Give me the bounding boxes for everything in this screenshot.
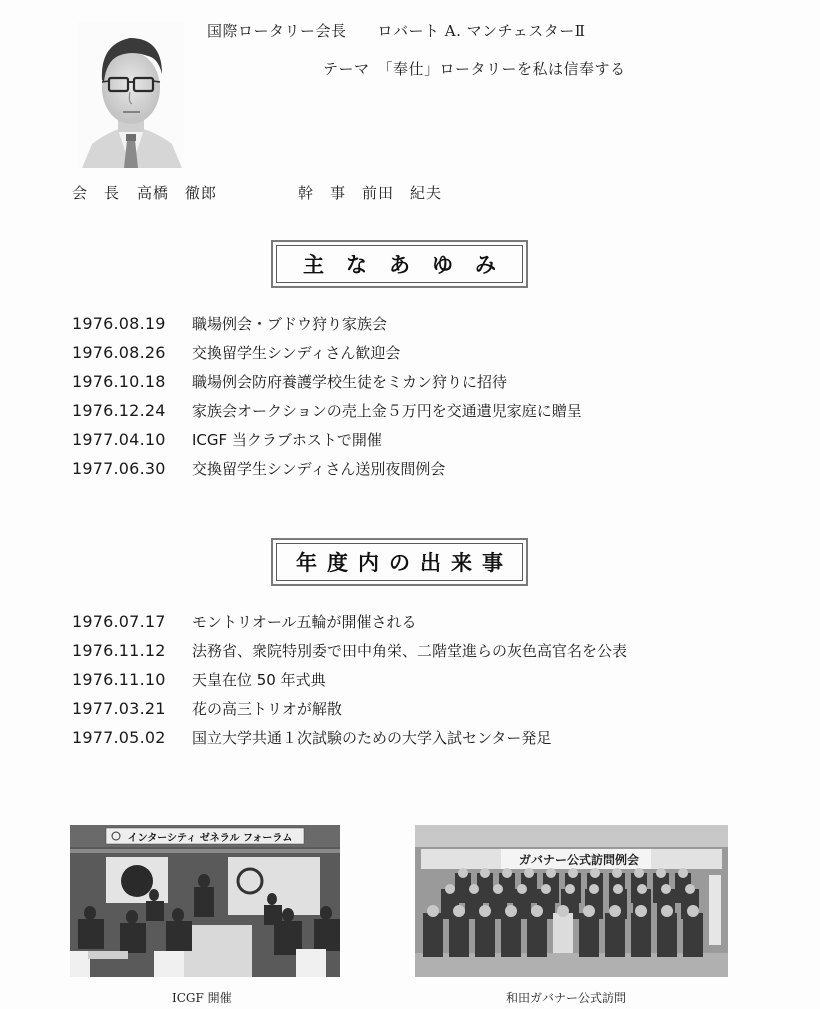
item-date: 1976.11.12: [72, 641, 166, 660]
list-item: [72, 454, 582, 483]
photo-governor-visit: [415, 825, 728, 977]
list-item: [72, 694, 627, 723]
section-title-history: 主なあゆみ: [276, 245, 523, 283]
item-text: 交換留学生シンディさん送別夜間例会: [192, 460, 446, 478]
section-title-box-events: [271, 538, 528, 586]
item-date: 1976.07.17: [72, 612, 166, 631]
item-text: 職場例会・ブドウ狩り家族会: [192, 315, 388, 333]
item-text: 職場例会防府養護学校生徒をミカン狩りに招待: [192, 373, 508, 391]
photo-caption-governor: 和田ガバナー公式訪問: [506, 991, 627, 1005]
ri-president-line: 国際ロータリー会長 ロバート A. マンチェスターⅡ: [207, 22, 586, 40]
item-date: 1976.08.26: [72, 343, 166, 362]
list-item: [72, 723, 627, 752]
president-portrait: [78, 22, 184, 168]
item-text: 天皇在位 50 年式典: [192, 671, 326, 689]
item-text: ICGF 当クラブホストで開催: [192, 431, 382, 449]
item-text: 交換留学生シンディさん歓迎会: [192, 344, 401, 362]
photo-banner-text: ガバナー公式訪問例会: [518, 853, 640, 867]
section-title-box-history: [271, 240, 528, 288]
list-item: [72, 636, 627, 665]
list-item: [72, 338, 582, 367]
photo-icgf: [70, 825, 340, 977]
events-list: [72, 607, 627, 752]
photo-caption-icgf: ICGF 開催: [172, 991, 232, 1005]
item-text: モントリオール五輪が開催される: [192, 613, 417, 631]
president-name: 高橋 徹郎: [137, 184, 218, 202]
list-item: [72, 396, 582, 425]
item-date: 1976.08.19: [72, 314, 166, 333]
section-title-events: 年度内の出来事: [276, 543, 523, 581]
list-item: [72, 425, 582, 454]
list-item: [72, 309, 582, 338]
photo-banner-text: インターシティ ゼネラル フォーラム: [127, 833, 293, 844]
secretary-label: 幹 事: [298, 184, 347, 202]
item-text: 法務省、衆院特別委で田中角栄、二階堂進らの灰色高官名を公表: [192, 642, 628, 660]
item-text: 国立大学共通１次試験のための大学入試センター発足: [192, 729, 552, 747]
president-label: 会 長: [72, 184, 121, 202]
list-item: [72, 367, 582, 396]
list-item: [72, 665, 627, 694]
item-date: 1976.11.10: [72, 670, 166, 689]
secretary-name: 前田 紀夫: [362, 184, 443, 202]
item-date: 1977.05.02: [72, 728, 166, 747]
item-text: 家族会オークションの売上金５万円を交通遺児家庭に贈呈: [192, 402, 582, 420]
item-date: 1977.03.21: [72, 699, 166, 718]
item-date: 1976.12.24: [72, 401, 166, 420]
list-item: [72, 607, 627, 636]
history-list: [72, 309, 582, 483]
item-date: 1977.06.30: [72, 459, 166, 478]
theme-line: テーマ 「奉仕」ロータリーを私は信奉する: [323, 60, 626, 78]
item-text: 花の高三トリオが解散: [192, 700, 342, 718]
item-date: 1977.04.10: [72, 430, 166, 449]
item-date: 1976.10.18: [72, 372, 166, 391]
